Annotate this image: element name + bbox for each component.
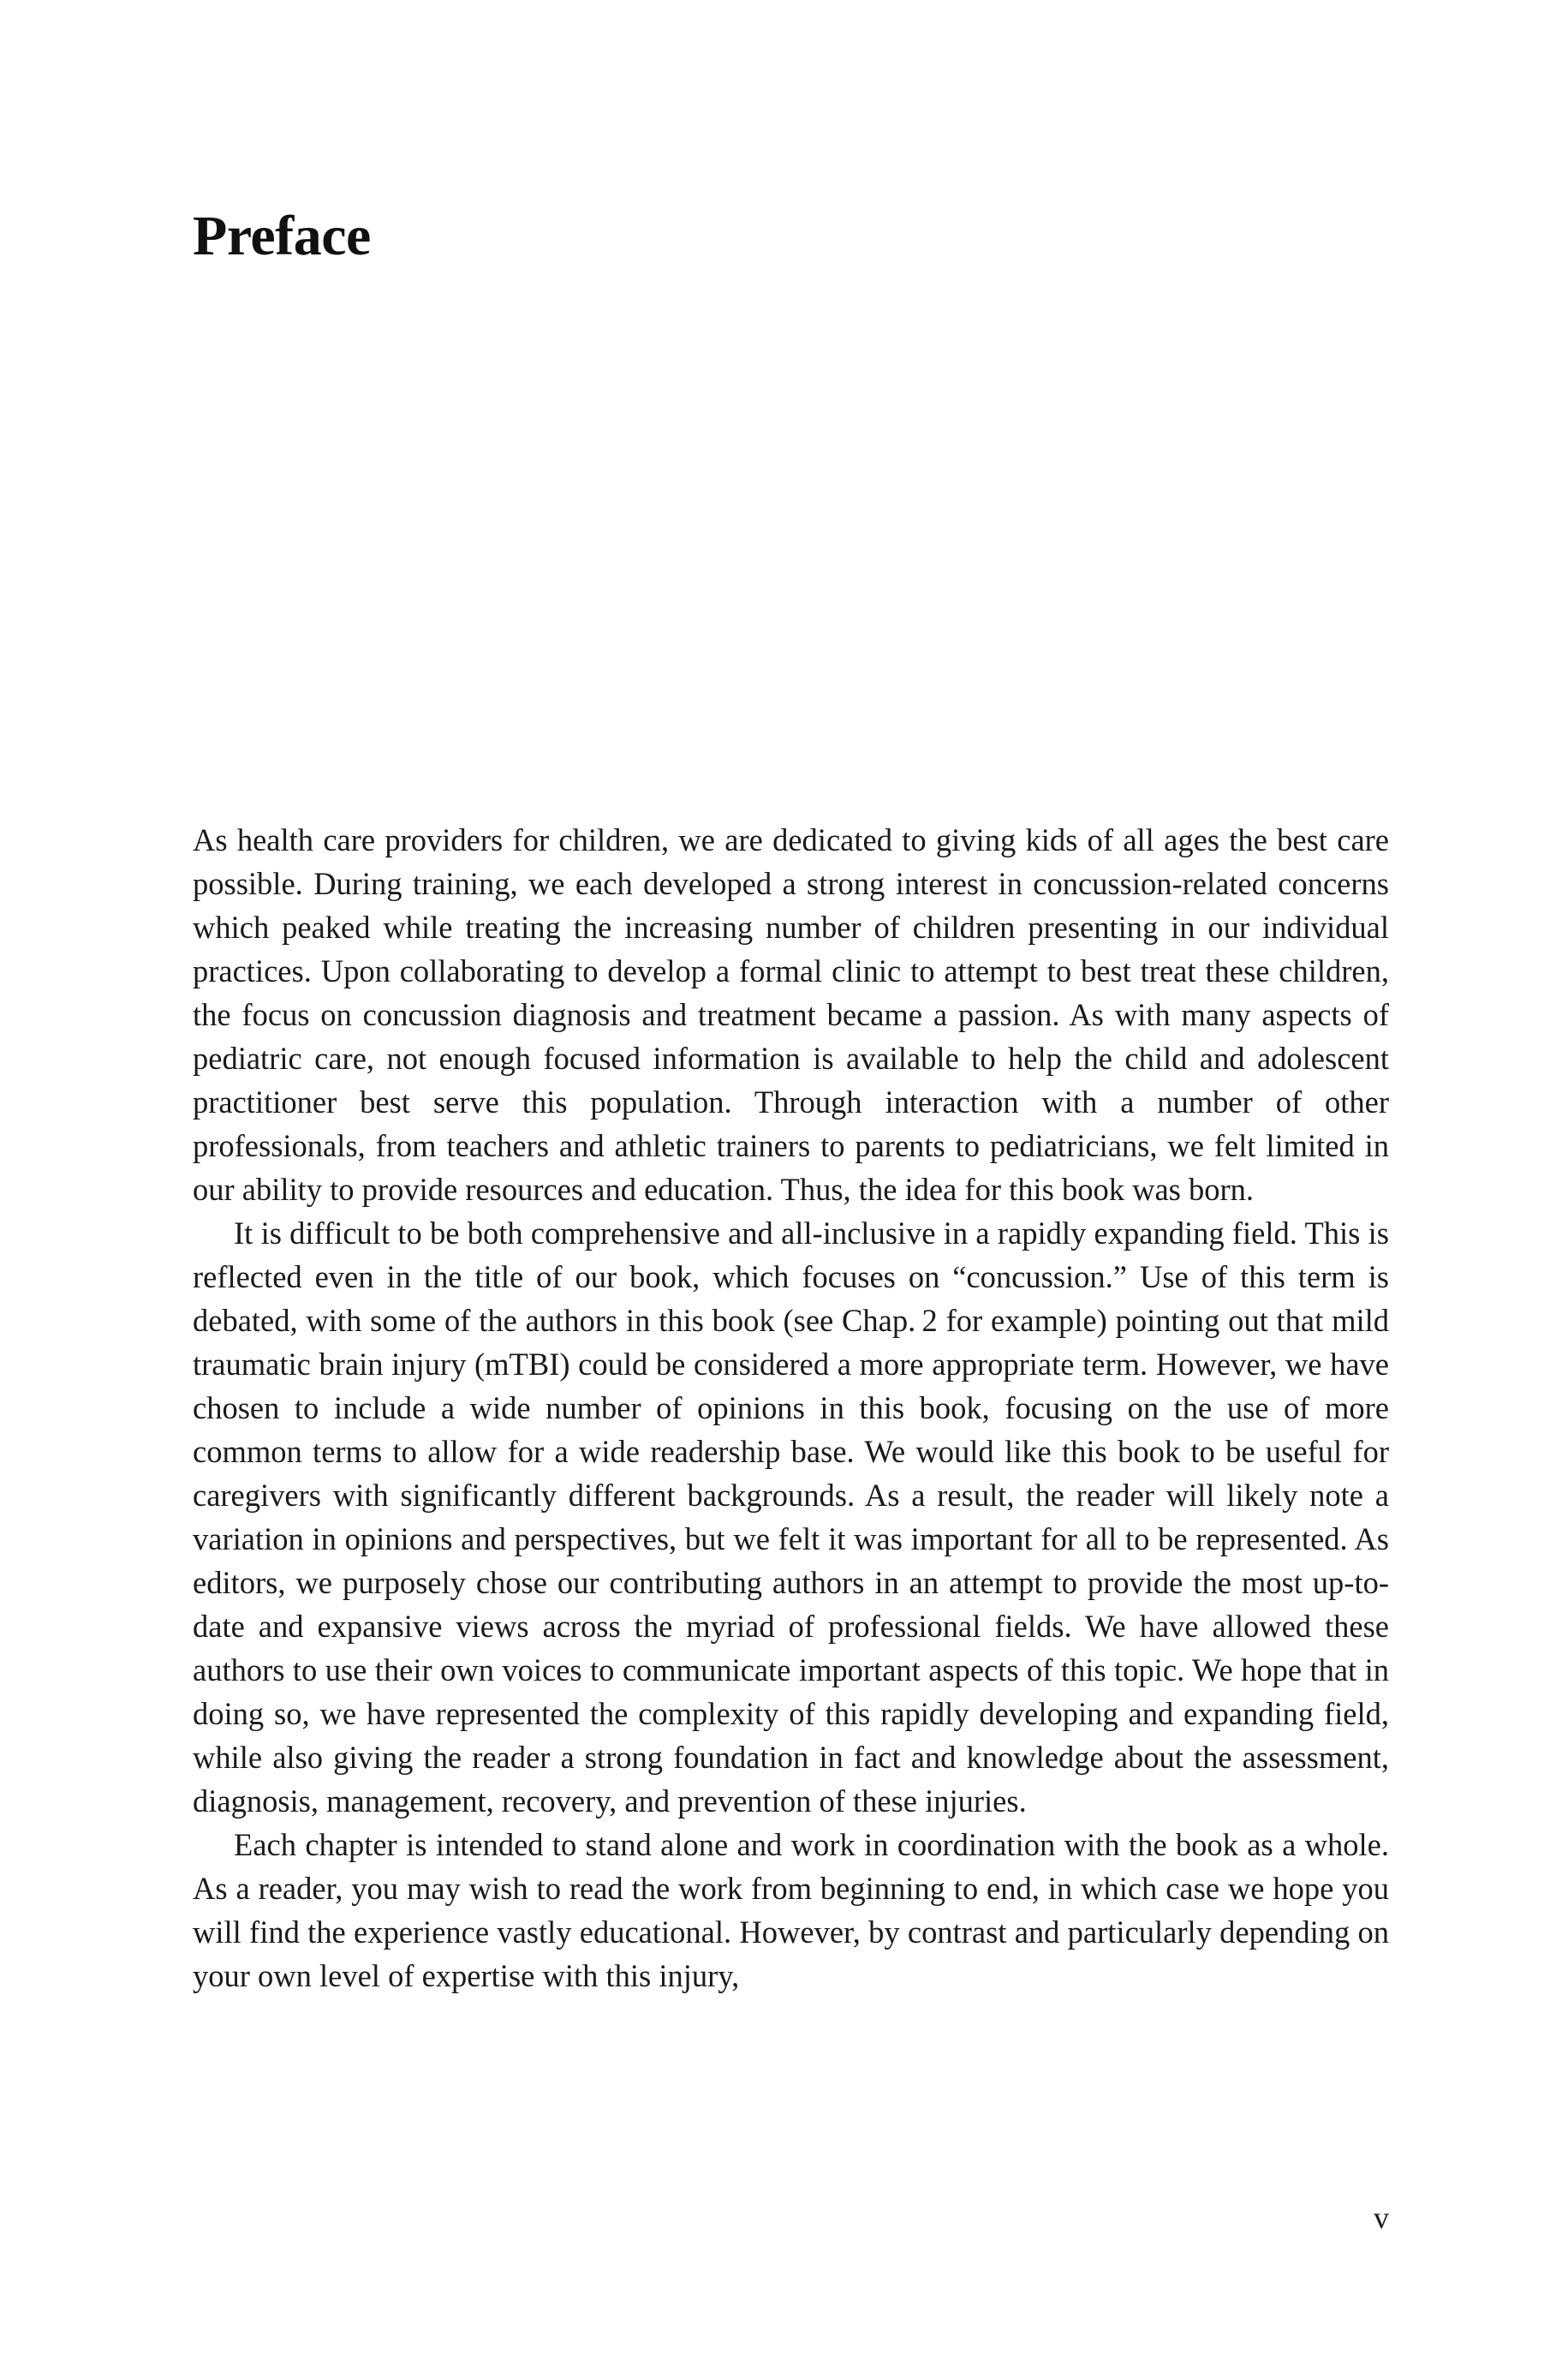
page-title: Preface (193, 205, 371, 267)
page-number: v (1374, 2201, 1389, 2235)
paragraph-intro: As health care providers for children, we are dedicated to giving kids of all ages the best care possible. During training, we each developed a strong interest in concussion-related concerns which peaked while treating the increasing number of children presenting in our individual practices. Upon collaborating to develop a formal clinic to attempt to best treat these children, the focus on concussion diagnosis and treatment became a passion. As with many aspects of pediatric care, not enough focused information is available to help the child and adolescent practitioner best serve this population. Through interaction with a number of other professionals, from teachers and athletic trainers to parents to pediatricians, we felt limited in our ability to provide resources and education. Thus, the idea for this book was born. (193, 822, 1389, 1207)
paragraph-terminology: It is difficult to be both comprehensive and all-inclusive in a rapidly expanding field. This is reflected even in the title of our book, which focuses on “concussion.” Use of this term is debated, with some of the authors in this book (see Chap. 2 for example) pointing out that mild traumatic brain injury (mTBI) could be considered a more appropriate term. However, we have chosen to include a wide number of opinions in this book, focusing on the use of more common terms to allow for a wide readership base. We would like this book to be useful for caregivers with significantly different backgrounds. As a result, the reader will likely note a variation in opinions and perspectives, but we felt it was important for all to be represented. As editors, we purposely chose our contributing authors in an attempt to provide the most up-to-date and expansive views across the myriad of professional fields. We have allowed these authors to use their own voices to communicate important aspects of this topic. We hope that in doing so, we have represented the complexity of this rapidly developing and expanding field, while also giving the reader a strong foundation in fact and knowledge about the assessment, diagnosis, management, recovery, and prevention of these injuries. (193, 1215, 1389, 1819)
preface-body (193, 818, 1389, 1998)
paragraph-chapters: Each chapter is intended to stand alone and work in coordination with the book as a whole. As a reader, you may wish to read the work from beginning to end, in which case we hope you will find the experience vastly educational. However, by contrast and particularly depending on your own level of expertise with this injury, (193, 1827, 1389, 1993)
